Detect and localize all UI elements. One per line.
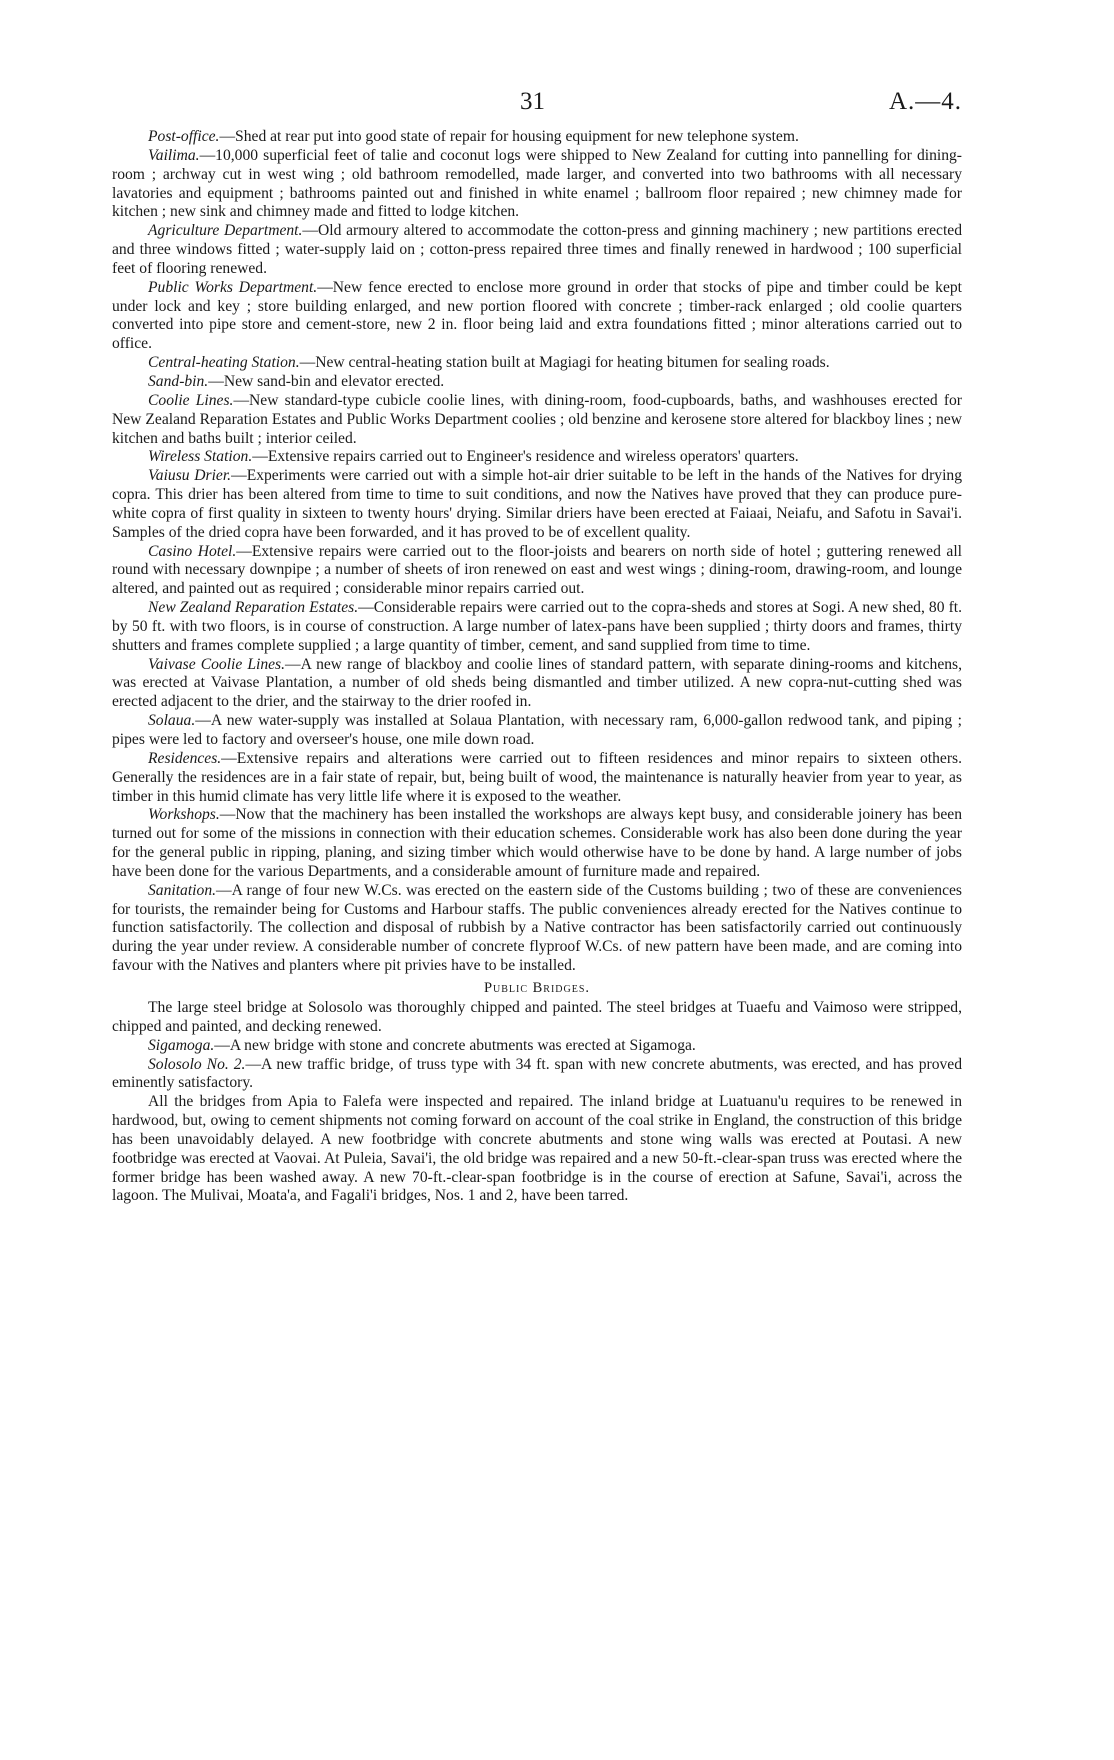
paragraph xyxy=(112,543,962,600)
paragraph-heading: Vaivase Coolie Lines. xyxy=(148,655,286,673)
paragraph-heading: Post-office. xyxy=(148,128,220,145)
paragraph xyxy=(112,279,962,354)
paragraph-heading: Public Works Department. xyxy=(148,278,318,296)
paragraph-text: —Experiments were carried out with a simple hot-air drier suitable to be left in the hands of the Natives for drying copra. This drier has been altered from time to time to suit conditions, and now the Natives have proved that they can produce pure-white copra of first quality in sixteen to twenty hours' drying. Similar driers have been erected at Faiaai, Neiafu, and Safotu in Savai'i. Samples of the dried copra have been forwarded, and it has proved to be of excellent quality. xyxy=(112,467,962,541)
paragraph-heading: Sigamoga. xyxy=(148,1036,215,1054)
paragraph xyxy=(112,373,962,392)
paragraph-heading: Workshops. xyxy=(148,806,220,824)
section-heading: Public Bridges. xyxy=(483,979,591,996)
paragraph-heading: Coolie Lines. xyxy=(148,391,234,409)
paragraph-heading: New Zealand Reparation Estates. xyxy=(148,599,359,617)
paragraph-text: —Extensive repairs and alterations were carried out to fifteen residences and minor repairs to sixteen others. Generally the residences are in a fair state of repair, but, being built of wood, the maintenance is naturally heavier from year to year, as timber in this humid climate has very little life where it is exposed to the weather. xyxy=(112,749,962,805)
paragraph-heading: Agriculture Department. xyxy=(148,222,303,240)
paragraph-text: —A new water-supply was installed at Solaua Plantation, with necessary ram, 6,000-gallon redwood tank, and piping ; pipes were led to factory and overseer's house, one mile down road. xyxy=(112,712,962,748)
paragraph-text: —Old armoury altered to accommodate the cotton-press and ginning machinery ; new partitions erected and three windows fitted ; water-supply laid on ; cotton-press repaired three times and finally renewed in hardwood ; 100 superficial feet of flooring renewed. xyxy=(112,222,963,277)
paragraph xyxy=(112,222,962,279)
paragraph-heading: Solosolo No. 2. xyxy=(148,1055,246,1073)
paragraph-text: —Extensive repairs were carried out to the floor-joists and bearers on north side of hotel ; guttering renewed all round with necessary downpipe ; a number of sheets of iron renewed on east and west wings ; dining-room, drawing-room, and lounge altered, and painted out as required ; considerable minor repairs carried out. xyxy=(112,542,962,598)
paragraph xyxy=(112,392,962,449)
paragraph-text: —A new bridge with stone and concrete abutments was erected at Sigamoga. xyxy=(214,1036,696,1054)
paragraph xyxy=(112,354,962,373)
page-header xyxy=(112,88,962,128)
paragraph xyxy=(112,147,962,222)
paragraph-heading: Vailima. xyxy=(148,146,200,164)
paragraph-text: —A new traffic bridge, of truss type with 34 ft. span with new concrete abutments, was erected, and has proved eminently satisfactory. xyxy=(112,1055,963,1092)
paragraph xyxy=(112,999,962,1037)
page-number: 31 xyxy=(520,88,545,115)
paragraph-text: —New central-heating station built at Magiagi for heating bitumen for sealing roads. xyxy=(299,354,830,372)
paragraph xyxy=(112,1093,962,1206)
paragraph xyxy=(112,882,962,976)
paragraph-heading: Casino Hotel. xyxy=(148,542,237,560)
paragraph-text: —Now that the machinery has been installed the workshops are always kept busy, and considerable joinery has been turned out for some of the missions in connection with their education schemes. Considerable work has also been done during the year for the general public in ripping, planing, and sizing timber which would otherwise have to be done by hand. A large number of jobs have been done for the various Departments, and a considerable amount of furniture made and repaired. xyxy=(112,806,962,880)
paragraph xyxy=(112,128,962,147)
paragraph xyxy=(112,1056,962,1094)
paragraph-text: The large steel bridge at Solosolo was thoroughly chipped and painted. The steel bridges at Tuaefu and Vaimoso were stripped, chipped and painted, and decking renewed. xyxy=(112,998,962,1035)
paragraph xyxy=(112,448,962,467)
paragraph-heading: Vaiusu Drier. xyxy=(148,467,232,485)
paragraph xyxy=(112,656,962,713)
paragraph-text: —New fence erected to enclose more ground in order that stocks of pipe and timber could be kept under lock and key ; store building enlarged, and new portion floored with concrete ; timber-rack enlarged ; old coolie quarters converted into pipe store and cement-store, new 2 in. floor being laid and extra foundations fitted ; minor alterations carried out to office. xyxy=(112,278,962,353)
paragraph-heading: Sanitation. xyxy=(148,881,217,899)
paragraph-heading: Solaua. xyxy=(148,712,196,730)
paragraph xyxy=(112,599,962,656)
document-body xyxy=(112,128,962,1206)
paragraph-text: —A range of four new W.Cs. was erected on the eastern side of the Customs building ; two of these are conveniences for tourists, the remainder being for Customs and Harbour staffs. The public conveniences already erected for the Natives continue to function satisfactorily. The collection and disposal of rubbish by a Native contractor has been satisfactorily carried out continuously during the year under review. A considerable number of concrete flyproof W.Cs. of new pattern have been made, and are coming into favour with the Natives and planters where pit privies have to be installed. xyxy=(112,881,962,975)
paragraph-text: —New standard-type cubicle coolie lines, with dining-room, food-cupboards, baths, and washhouses erected for New Zealand Reparation Estates and Public Works Department coolies ; old benzine and kerosene store altered for blackboy lines ; new kitchen and baths built ; interior ceiled. xyxy=(112,391,963,447)
paragraph-heading: Residences. xyxy=(148,749,222,767)
paragraph-heading: Sand-bin. xyxy=(148,372,209,390)
paragraph-text: —10,000 superficial feet of talie and coconut logs were shipped to New Zealand for cutting into pannelling for dining-room ; archway cut in west wing ; old bathroom remodelled, made larger, and converted into two bathrooms with all necessary lavatories and equipment ; bathrooms painted out and finished in white enamel ; ballroom floor repaired ; new chimney made for kitchen ; new sink and chimney made and fitted to lodge kitchen. xyxy=(112,146,962,221)
paragraph-text: —Shed at rear put into good state of repair for housing equipment for new telephone system. xyxy=(219,128,799,145)
works-paragraphs xyxy=(112,128,962,976)
paragraph xyxy=(112,712,962,750)
paragraph xyxy=(112,806,962,881)
paragraph-text: —Extensive repairs carried out to Engineer's residence and wireless operators' quarters. xyxy=(252,448,799,466)
paragraph-text: —New sand-bin and elevator erected. xyxy=(208,372,445,390)
document-reference: A.—4. xyxy=(888,88,962,115)
paragraph-text: —Considerable repairs were carried out to the copra-sheds and stores at Sogi. A new shed, 80 ft. by 50 ft. with two floors, is in course of construction. A large number of latex-pans have been supplied ; thirty doors and frames, thirty shutters and frames complete supplied ; a large quantity of timber, cement, and sand supplied from time to time. xyxy=(112,599,962,654)
paragraph xyxy=(112,750,962,807)
bridges-paragraphs xyxy=(112,999,962,1206)
paragraph xyxy=(112,467,962,542)
paragraph-text: —A new range of blackboy and coolie lines of standard pattern, with separate dining-rooms and kitchens, was erected at Vaivase Plantation, a number of old sheds being dismantled and timber utilized. A new copra-nut-cutting shed was erected adjacent to the drier, and the stairway to the drier roofed in. xyxy=(112,655,962,711)
paragraph-heading: Central-heating Station. xyxy=(148,354,300,372)
paragraph xyxy=(112,1037,962,1056)
paragraph-heading: Wireless Station. xyxy=(148,448,253,466)
paragraph-text: All the bridges from Apia to Falefa were inspected and repaired. The inland bridge at Luatuanu'u requires to be renewed in hardwood, but, owing to cement shipments not coming forward on account of the coal strike in England, the construction of this bridge has been unavoidably delayed. A new footbridge with concrete abutments and stone wing walls was erected at Poutasi. A new footbridge was erected at Vaovai. At Puleia, Savai'i, the old bridge was repaired and a new 50-ft.-clear-span truss was erected where the former bridge has been washed away. A new 70-ft.-clear-span footbridge is in the course of erection at Safune, Savai'i, across the lagoon. The Mulivai, Moata'a, and Fagali'i bridges, Nos. 1 and 2, have been tarred. xyxy=(112,1093,962,1205)
